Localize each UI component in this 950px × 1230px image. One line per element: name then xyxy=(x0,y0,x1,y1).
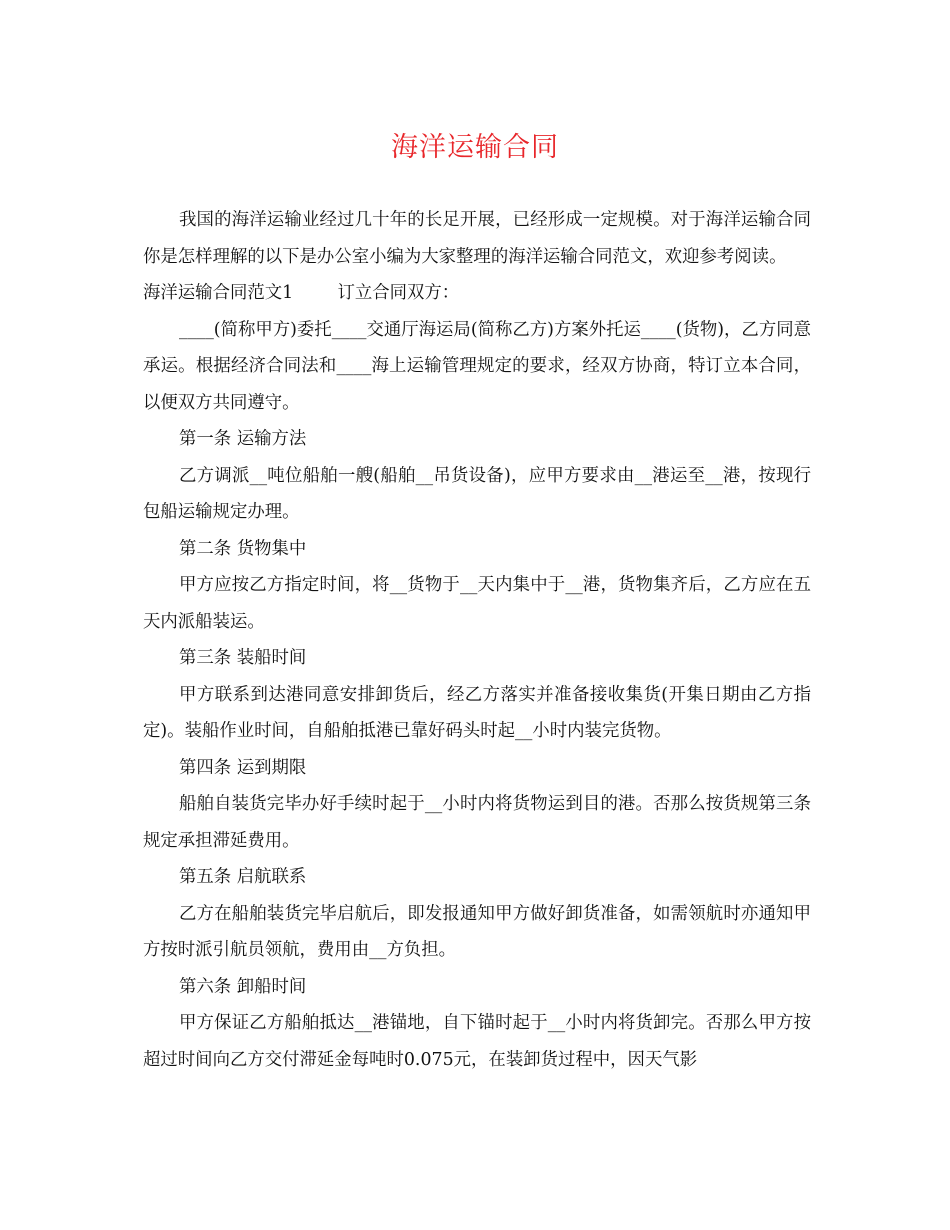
article-text: 甲方应按乙方指定时间，将__货物于__天内集中于__港，货物集齐后，乙方应在五天内派船装运。 xyxy=(143,575,811,632)
article-heading: 第三条 装船时间 xyxy=(179,648,307,668)
parties-label: 订立合同双方： xyxy=(337,283,460,303)
article-heading: 第四条 运到期限 xyxy=(179,757,307,778)
intro-paragraph: 我国的海洋运输业经过几十年的长足开展，已经形成一定规模。对于海洋运输合同你是怎样理解的以下是办公室小编为大家整理的海洋运输合同范文，欢迎参考阅读。 xyxy=(143,210,811,267)
article-heading: 第一条 运输方法 xyxy=(179,429,307,449)
sample-heading-line xyxy=(143,275,811,312)
article-heading: 第二条 货物集中 xyxy=(179,538,307,559)
document-body xyxy=(143,202,811,1078)
preamble-paragraph: ____(简称甲方)委托____交通厅海运局(简称乙方)方案外托运____(货物)，乙方同意承运。根据经济合同法和____海上运输管理规定的要求，经双方协商，特订立本合同，以便双方共同遵守。 xyxy=(143,319,811,413)
article-heading: 第五条 启航联系 xyxy=(179,867,307,887)
article-text: 甲方保证乙方船舶抵达__港锚地，自下锚时起于__小时内将货卸完。否那么甲方按超过时间向乙方交付滞延金每吨时0.075元，在装卸货过程中，因天气影 xyxy=(143,1013,811,1070)
article-text: 甲方联系到达港同意安排卸货后，经乙方落实并准备接收集货(开集日期由乙方指定)。装船作业时间，自船舶抵港已靠好码头时起__小时内装完货物。 xyxy=(143,684,811,741)
document-title: 海洋运输合同 xyxy=(391,132,559,163)
article-text: 乙方在船舶装货完毕启航后，即发报通知甲方做好卸货准备，如需领航时亦通知甲方按时派引航员领航，费用由__方负担。 xyxy=(143,903,811,960)
sample-heading: 海洋运输合同范文1 xyxy=(143,283,294,303)
article-text: 乙方调派__吨位船舶一艘(船舶__吊货设备)，应甲方要求由__港运至__港，按现行包船运输规定办理。 xyxy=(143,465,811,522)
article-text: 船舶自装货完毕办好手续时起于__小时内将货物运到目的港。否那么按货规第三条规定承担滞延费用。 xyxy=(143,794,811,851)
article-heading: 第六条 卸船时间 xyxy=(179,976,307,997)
